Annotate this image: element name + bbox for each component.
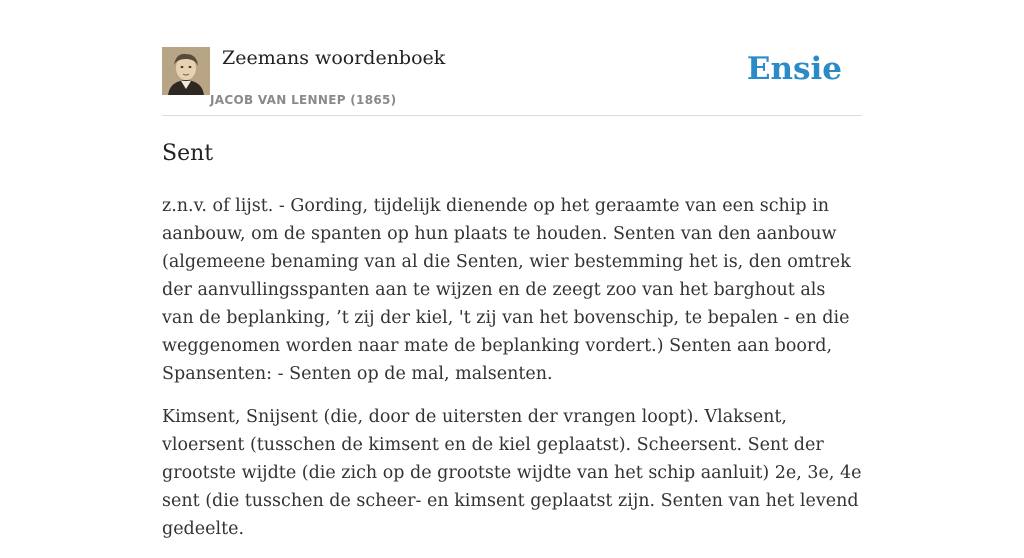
author-portrait-icon	[162, 47, 210, 95]
entry-headword: Sent	[162, 141, 214, 166]
ensie-logo[interactable]: Ensie	[746, 51, 842, 87]
entry-paragraph: z.n.v. of lijst. - Gording, tijdelijk dienende op het geraamte van een schip in aanbouw, om de spanten op hun plaats te houden. Senten van den aanbouw (algemeene benaming van al die Senten, wier bestemming het is, den omtrek der aanvullingsspanten aan te wijzen en de zeegt zoo van het barghout als van de beplanking, ’t zij der kiel, 't zij van het bovenschip, te bepalen - en die weggenomen worden naar mate de beplanking vordert.) Senten aan boord, Spansenten: - Senten op de mal, malsenten.	[162, 196, 851, 384]
author-name[interactable]: JACOB VAN LENNEP (1865)	[210, 93, 397, 107]
header	[162, 46, 862, 116]
author-avatar[interactable]	[162, 47, 210, 95]
entry-body	[162, 192, 862, 558]
dictionary-title[interactable]: Zeemans woordenboek	[222, 47, 446, 69]
entry-paragraph: Kimsent, Snijsent (die, door de uitersten der vrangen loopt). Vlaksent, vloersent (tusschen de kimsent en de kiel geplaatst). Scheersent. Sent der grootste wijdte (die zich op de grootste wijdte van het schip aanluit) 2e, 3e, 4e sent (die tusschen de scheer- en kimsent geplaatst zijn. Senten van het levend gedeelte.	[162, 407, 862, 539]
